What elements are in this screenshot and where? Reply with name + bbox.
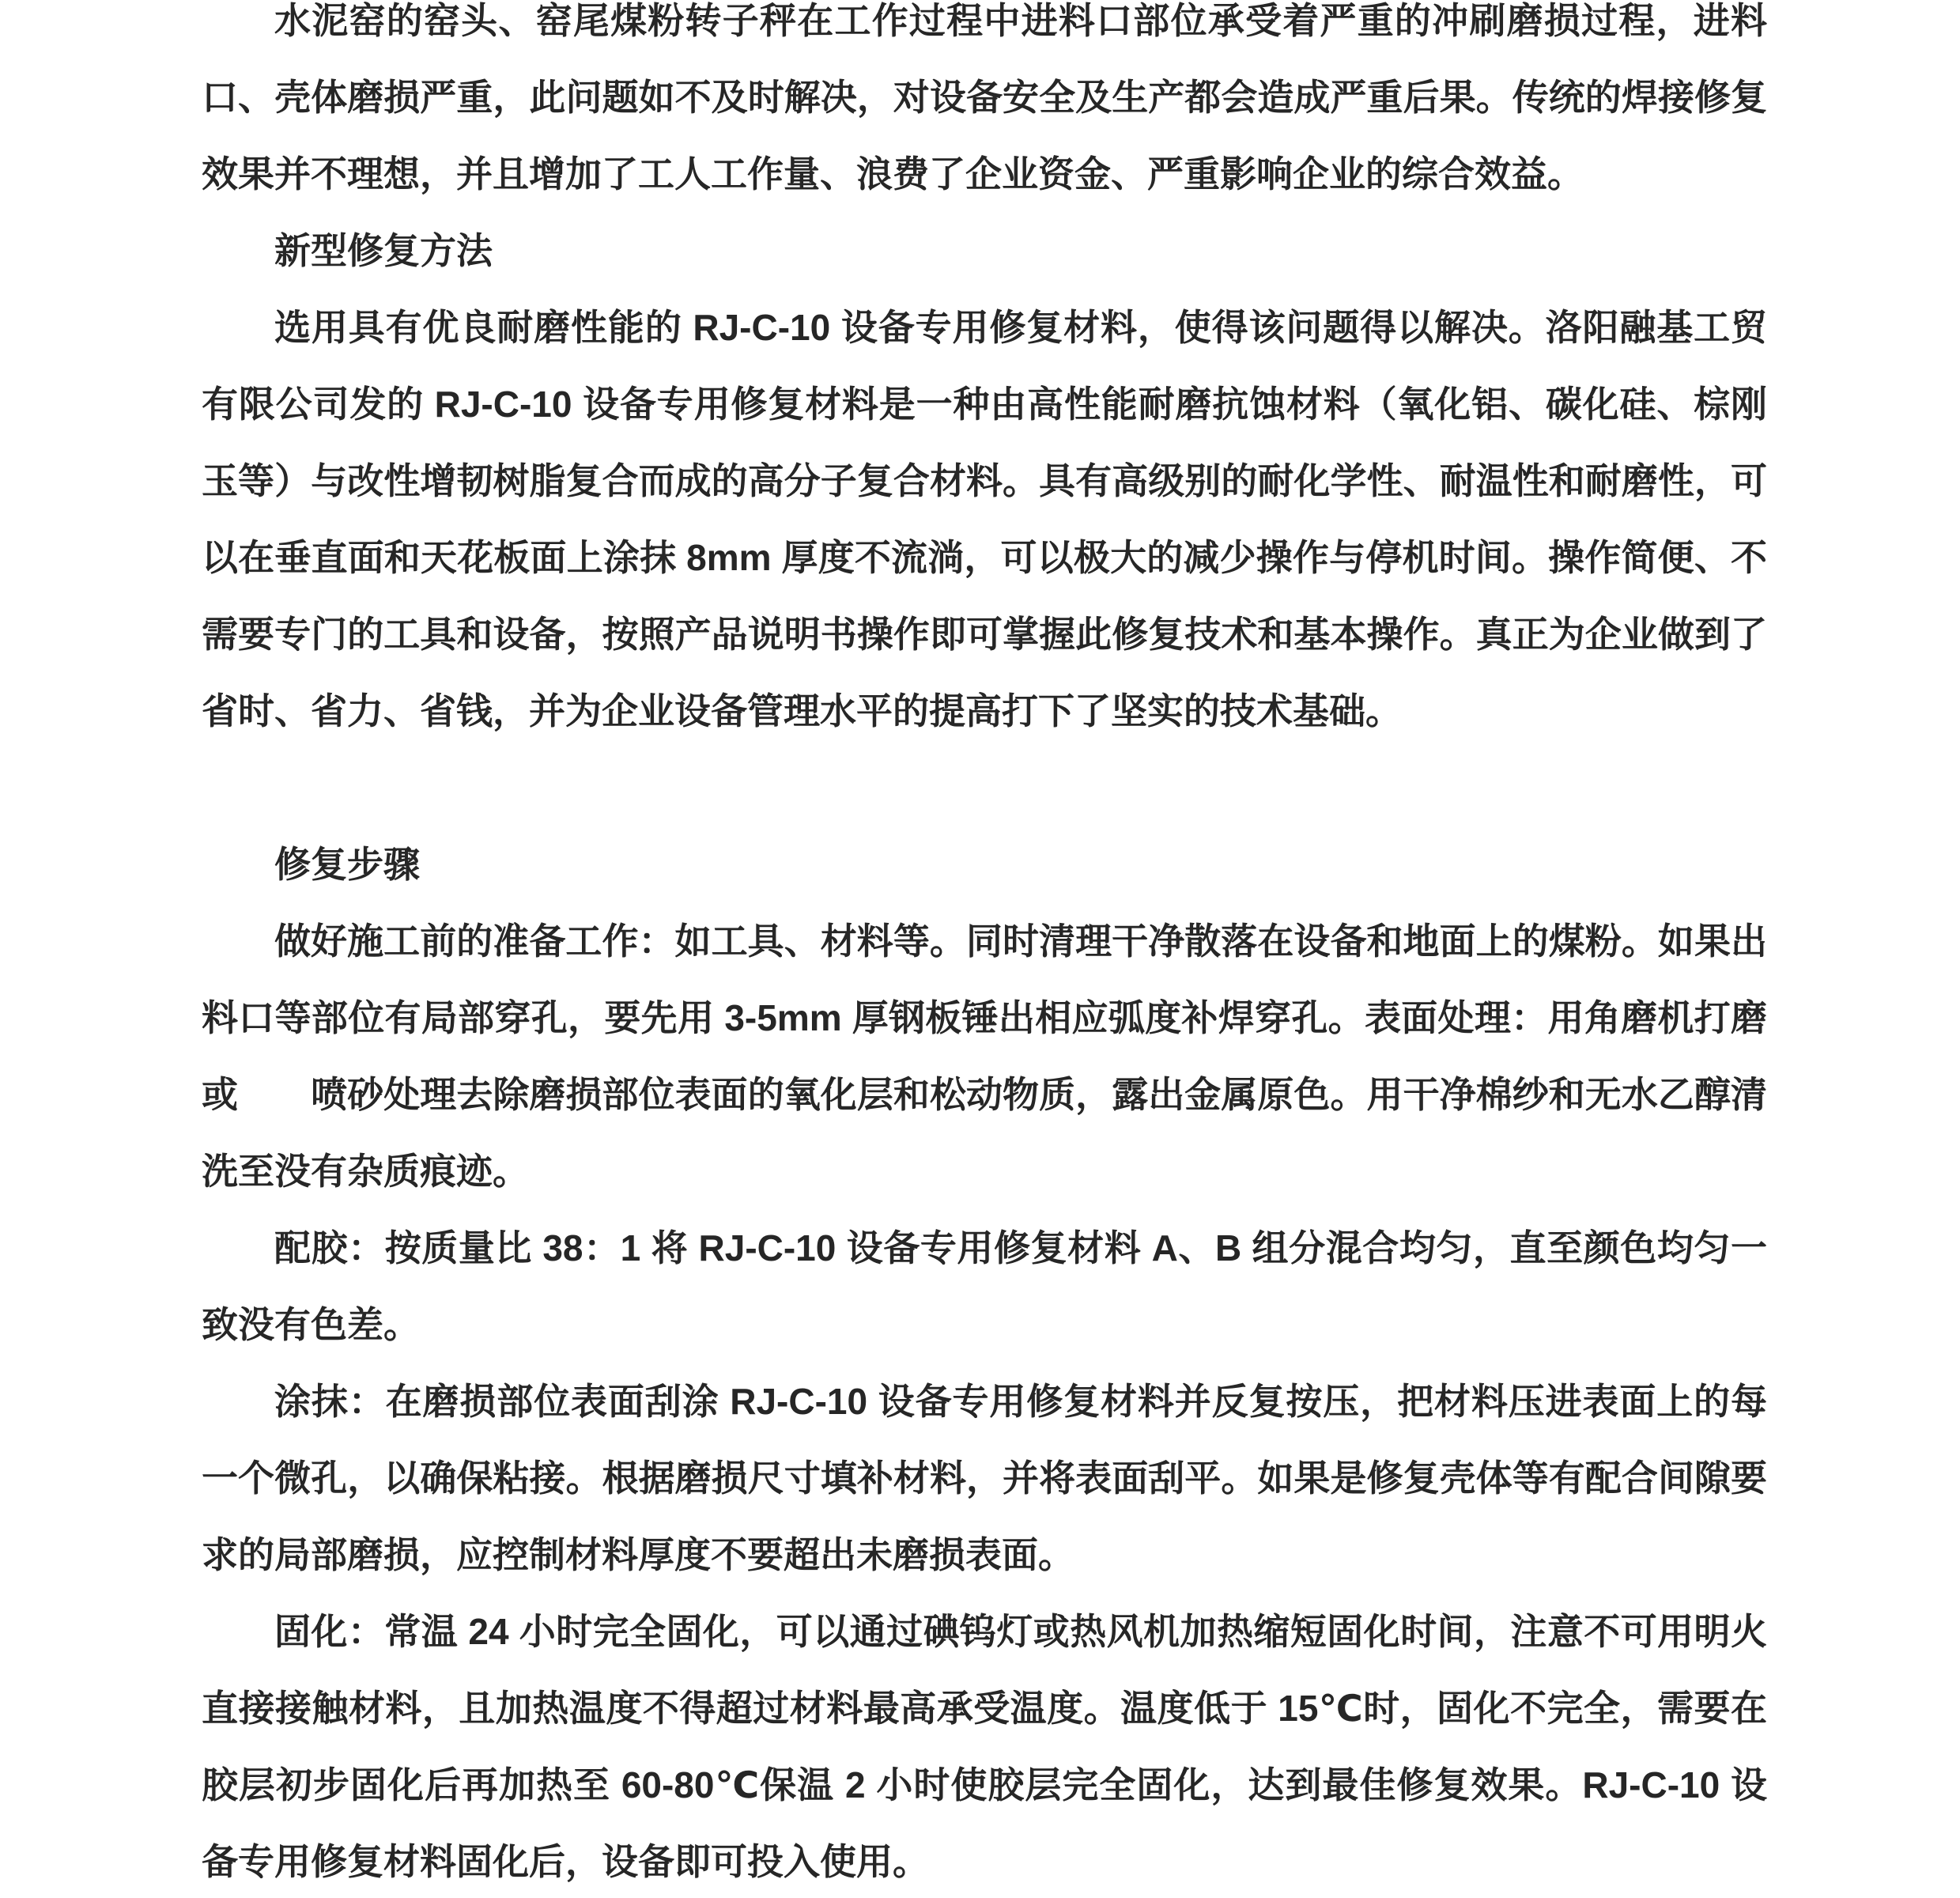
section-heading-repair-steps: 修复步骤 [274,844,420,885]
paragraph-glue-mixing: 配胶：按质量比 38：1 将 RJ-C-10 设备专用修复材料 A、B 组分混合均匀，直至颜色均匀一致没有色差。 [202,1227,1767,1345]
document-text-block [202,0,1767,1898]
paragraph-intro: 水泥窑的窑头、窑尾煤粉转子秤在工作过程中进料口部位承受着严重的冲刷磨损过程，进料口、壳体磨损严重，此问题如不及时解决，对设备安全及生产都会造成严重后果。传统的焊接修复效果并不理想，并且增加了工人工作量、浪费了企业资金、严重影响企业的综合效益。 [202,0,1767,195]
paragraph-curing: 固化：常温 24 小时完全固化，可以通过碘钨灯或热风机加热缩短固化时间，注意不可用明火直接接触材料，且加热温度不得超过材料最高承受温度。温度低于 15℃时，固化不完全，需要在胶层初步固化后再加热至 60-80℃保温 2 小时使胶层完全固化，达到最佳修复效果。RJ-C-10 设备专用修复材料固化后，设备即可投入使用。 [202,1611,1767,1882]
section-heading-new-repair-method: 新型修复方法 [274,230,493,271]
paragraph-application: 涂抹：在磨损部位表面刮涂 RJ-C-10 设备专用修复材料并反复按压，把材料压进表面上的每一个微孔，以确保粘接。根据磨损尺寸填补材料，并将表面刮平。如果是修复壳体等有配合间隙要求的局部磨损，应控制材料厚度不要超出未磨损表面。 [202,1381,1767,1575]
paragraph-material-description: 选用具有优良耐磨性能的 RJ-C-10 设备专用修复材料，使得该问题得以解决。洛阳融基工贸有限公司发的 RJ-C-10 设备专用修复材料是一种由高性能耐磨抗蚀材料（氧化铝、碳化硅、棕刚玉等）与改性增韧树脂复合而成的高分子复合材料。具有高级别的耐化学性、耐温性和耐磨性，可以在垂直面和天花板面上涂抹 8mm 厚度不流淌，可以极大的减少操作与停机时间。操作简便、不需要专门的工具和设备，按照产品说明书操作即可掌握此修复技术和基本操作。真正为企业做到了省时、省力、省钱，并为企业设备管理水平的提高打下了坚实的技术基础。 [202,307,1767,732]
paragraph-preparation: 做好施工前的准备工作：如工具、材料等。同时清理干净散落在设备和地面上的煤粉。如果出料口等部位有局部穿孔，要先用 3-5mm 厚钢板锤出相应弧度补焊穿孔。表面处理：用角磨机打磨或 喷砂处理去除磨损部位表面的氧化层和松动物质，露出金属原色。用干净棉纱和无水乙醇清洗至没有杂质痕迹。 [202,921,1767,1192]
blank-line [202,750,1767,826]
